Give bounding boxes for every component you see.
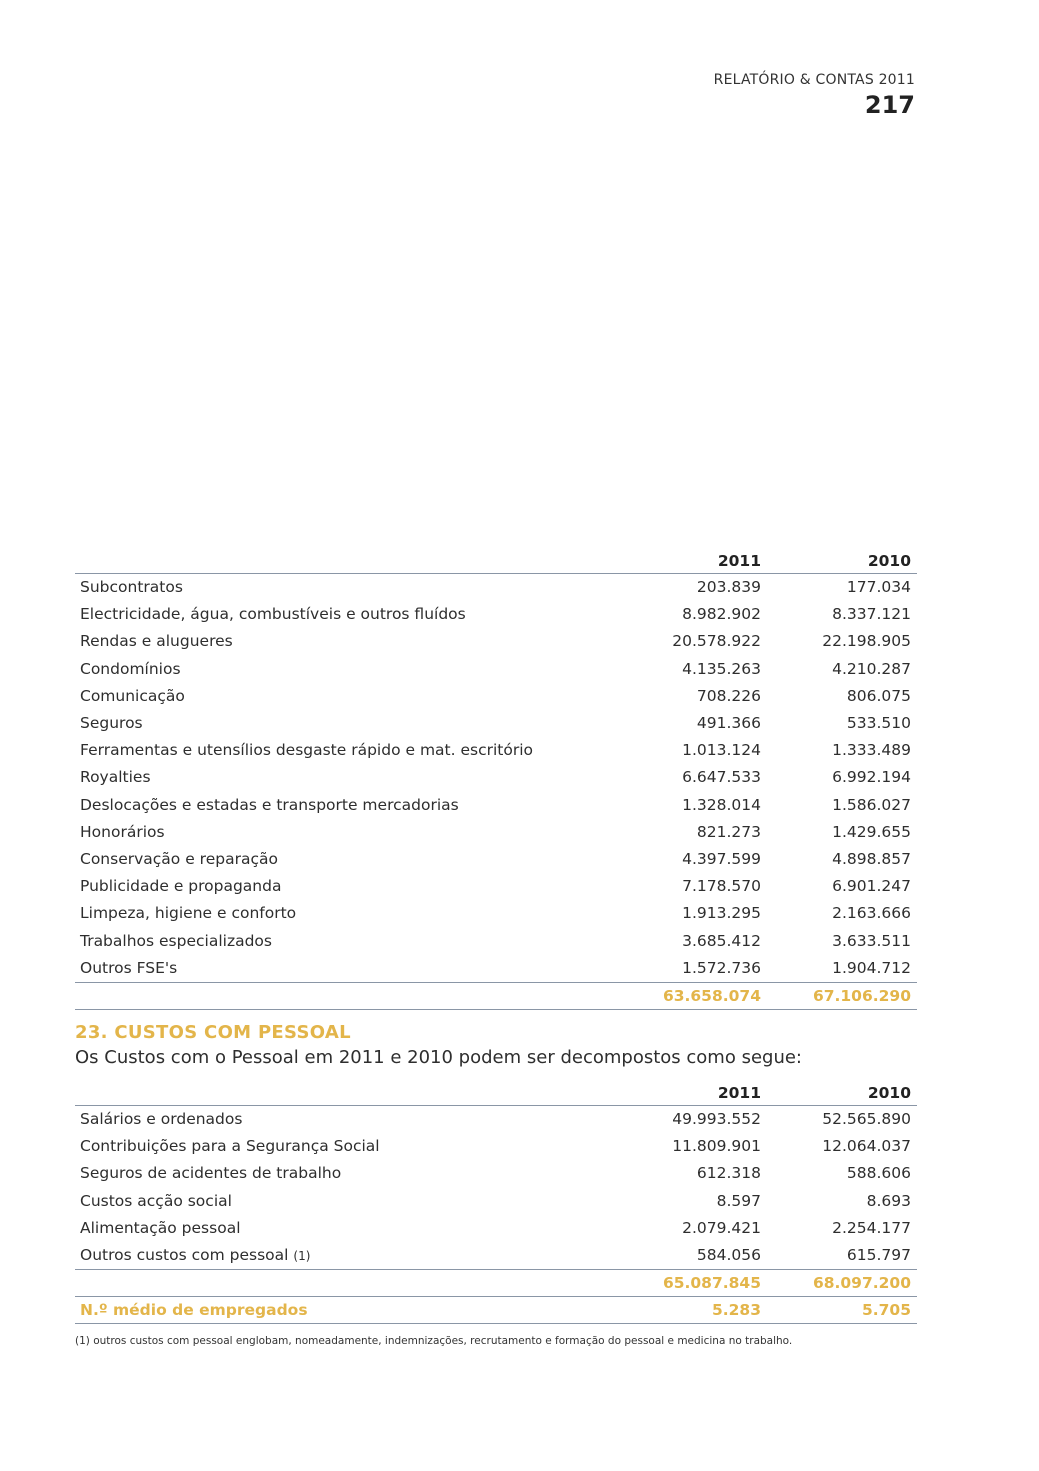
value-2011: 11.809.901 xyxy=(672,1137,761,1156)
row-label xyxy=(75,900,617,927)
value-2010: 1.904.712 xyxy=(832,958,911,977)
table-row xyxy=(75,737,917,764)
value-2011: 203.839 xyxy=(696,578,761,597)
value-2010: 6.901.247 xyxy=(832,877,911,896)
column-header-2010: 2010 xyxy=(867,1084,911,1102)
row-label xyxy=(75,1133,617,1160)
table-row xyxy=(75,601,917,628)
value-2010: 4.898.857 xyxy=(832,849,911,868)
value-2010: 588.606 xyxy=(846,1164,911,1183)
fse-table xyxy=(75,549,917,1010)
row-label-text: Limpeza, higiene e conforto xyxy=(80,904,297,923)
table-row xyxy=(75,1160,917,1187)
row-label xyxy=(75,1215,617,1242)
row-label-text: Alimentação pessoal xyxy=(80,1218,241,1237)
row-label-text: Comunicação xyxy=(80,686,185,705)
value-2010: 52.565.890 xyxy=(822,1110,911,1129)
row-label-text: Conservação e reparação xyxy=(80,849,278,868)
row-label xyxy=(75,737,617,764)
value-2011: 491.366 xyxy=(696,714,761,733)
value-2010: 1.429.655 xyxy=(832,822,911,841)
section-title: 23. CUSTOS COM PESSOAL xyxy=(75,1022,351,1043)
table-row xyxy=(75,656,917,683)
value-2011: 708.226 xyxy=(696,686,761,705)
row-label-text: Condomínios xyxy=(80,659,181,678)
row-label-text: Ferramentas e utensílios desgaste rápido e mat. escritório xyxy=(80,741,534,760)
value-2011: 612.318 xyxy=(696,1164,761,1183)
value-2011: 3.685.412 xyxy=(682,931,761,950)
row-label xyxy=(75,764,617,791)
value-2010: 615.797 xyxy=(846,1246,911,1265)
value-2010: 3.633.511 xyxy=(832,931,911,950)
page-header xyxy=(714,70,915,120)
total-2010: 68.097.200 xyxy=(812,1274,911,1293)
row-label-text: Rendas e alugueres xyxy=(80,632,233,651)
value-2011: 20.578.922 xyxy=(672,632,761,651)
row-label xyxy=(75,873,617,900)
table-row xyxy=(75,1188,917,1215)
total-2010: 67.106.290 xyxy=(812,986,911,1005)
row-label xyxy=(75,1242,617,1270)
table-row xyxy=(75,1242,917,1269)
value-2011: 1.572.736 xyxy=(682,958,761,977)
table-row xyxy=(75,628,917,655)
footnote: (1) outros custos com pessoal englobam, nomeadamente, indemnizações, recrutamento e formação do pessoal e medicina no trabalho. xyxy=(75,1335,793,1347)
table-row xyxy=(75,955,917,982)
column-header-2011: 2011 xyxy=(717,552,761,570)
value-2010: 12.064.037 xyxy=(822,1137,911,1156)
table-row xyxy=(75,574,917,601)
row-label-text: Custos acção social xyxy=(80,1191,232,1210)
row-label-text: Publicidade e propaganda xyxy=(80,877,282,896)
total-row xyxy=(75,1269,917,1297)
value-2010: 8.337.121 xyxy=(832,605,911,624)
row-label xyxy=(75,1188,617,1215)
table-row xyxy=(75,846,917,873)
value-2011: 584.056 xyxy=(696,1246,761,1265)
table-row xyxy=(75,792,917,819)
row-label xyxy=(75,601,617,628)
table-body xyxy=(75,1106,917,1269)
value-2011: 6.647.533 xyxy=(682,768,761,787)
row-label-text: Trabalhos especializados xyxy=(80,931,272,950)
value-2011: 1.013.124 xyxy=(682,741,761,760)
value-2011: 8.597 xyxy=(716,1191,761,1210)
value-2010: 22.198.905 xyxy=(822,632,911,651)
total-2011: 63.658.074 xyxy=(662,986,761,1005)
row-label xyxy=(75,656,617,683)
section-intro: Os Custos com o Pessoal em 2011 e 2010 podem ser decompostos como segue: xyxy=(75,1047,802,1068)
value-2011: 821.273 xyxy=(696,822,761,841)
average-employees-2010: 5.705 xyxy=(861,1301,911,1320)
value-2011: 7.178.570 xyxy=(682,877,761,896)
row-label-text: Electricidade, água, combustíveis e outros fluídos xyxy=(80,605,466,624)
average-employees-row xyxy=(75,1297,917,1324)
value-2011: 1.328.014 xyxy=(682,795,761,814)
value-2010: 1.586.027 xyxy=(832,795,911,814)
row-label xyxy=(75,846,617,873)
table-row xyxy=(75,900,917,927)
average-employees-2011: 5.283 xyxy=(711,1301,761,1320)
value-2010: 533.510 xyxy=(846,714,911,733)
row-label-text: Seguros xyxy=(80,714,143,733)
row-label-text: Seguros de acidentes de trabalho xyxy=(80,1164,342,1183)
row-label-text: Outros custos com pessoal xyxy=(80,1245,289,1264)
table-row xyxy=(75,1133,917,1160)
table-row xyxy=(75,710,917,737)
table-row xyxy=(75,819,917,846)
value-2010: 4.210.287 xyxy=(832,659,911,678)
row-label xyxy=(75,683,617,710)
value-2010: 2.163.666 xyxy=(832,904,911,923)
page-number: 217 xyxy=(864,91,915,119)
footnote-mark: (1) xyxy=(293,1248,311,1263)
value-2010: 8.693 xyxy=(866,1191,911,1210)
value-2010: 806.075 xyxy=(846,686,911,705)
value-2011: 1.913.295 xyxy=(682,904,761,923)
report-title: RELATÓRIO & CONTAS 2011 xyxy=(713,72,915,88)
value-2011: 8.982.902 xyxy=(682,605,761,624)
row-label xyxy=(75,1160,617,1187)
row-label-text: Subcontratos xyxy=(80,578,183,597)
total-2011: 65.087.845 xyxy=(662,1274,761,1293)
value-2010: 1.333.489 xyxy=(832,741,911,760)
value-2010: 2.254.177 xyxy=(832,1218,911,1237)
row-label xyxy=(75,955,617,982)
personnel-costs-table xyxy=(75,1081,917,1324)
value-2011: 4.397.599 xyxy=(682,849,761,868)
value-2010: 6.992.194 xyxy=(832,768,911,787)
row-label-text: Salários e ordenados xyxy=(80,1110,243,1129)
row-label-text: Honorários xyxy=(80,822,165,841)
column-header-2011: 2011 xyxy=(717,1084,761,1102)
table-row xyxy=(75,764,917,791)
row-label-text: Royalties xyxy=(80,768,151,787)
row-label-text: Contribuições para a Segurança Social xyxy=(80,1137,380,1156)
value-2011: 4.135.263 xyxy=(682,659,761,678)
row-label xyxy=(75,1106,617,1133)
table-row xyxy=(75,1106,917,1133)
row-label-text: Deslocações e estadas e transporte mercadorias xyxy=(80,795,459,814)
table-header-row xyxy=(75,549,917,574)
table-header-row xyxy=(75,1081,917,1106)
value-2011: 2.079.421 xyxy=(682,1218,761,1237)
row-label xyxy=(75,710,617,737)
row-label xyxy=(75,928,617,955)
value-2011: 49.993.552 xyxy=(672,1110,761,1129)
table-row xyxy=(75,873,917,900)
value-2010: 177.034 xyxy=(846,578,911,597)
table-row xyxy=(75,683,917,710)
average-employees-label: N.º médio de empregados xyxy=(80,1301,308,1320)
table-row xyxy=(75,1215,917,1242)
row-label xyxy=(75,792,617,819)
total-row xyxy=(75,982,917,1010)
table-body xyxy=(75,574,917,982)
row-label xyxy=(75,819,617,846)
row-label xyxy=(75,574,617,601)
column-header-2010: 2010 xyxy=(867,552,911,570)
row-label xyxy=(75,628,617,655)
row-label-text: Outros FSE's xyxy=(80,958,178,977)
table-row xyxy=(75,927,917,954)
